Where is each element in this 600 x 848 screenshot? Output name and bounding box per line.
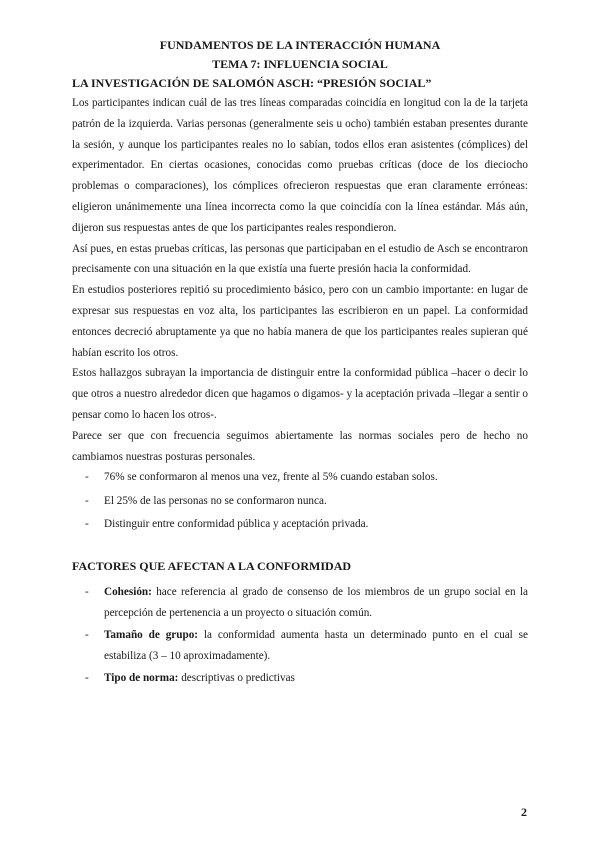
list-item [72,582,528,624]
page-number: 2 [521,805,527,819]
document-page [72,36,528,691]
factor-text: la conformidad aumenta hasta un determinado punto en el cual se estabiliza (3 – 10 aproximadamente). [104,629,528,663]
factor-term: Cohesión: [104,586,152,599]
list-item [72,668,528,689]
list-item: - El 25% de las personas no se conformaron nunca. [72,491,528,512]
factors-list [72,582,528,689]
factor-term: Tipo de norma: [104,672,179,685]
findings-list [72,467,528,534]
list-item: - 76% se conformaron al menos una vez, frente al 5% cuando estaban solos. [72,467,528,488]
topic-title: TEMA 7: INFLUENCIA SOCIAL [212,57,388,71]
section-title-factors: FACTORES QUE AFECTAN A LA CONFORMIDAD [72,559,352,574]
list-item: - Distinguir entre conformidad pública y aceptación privada. [72,514,528,535]
list-item [72,625,528,667]
section-title-asch: LA INVESTIGACIÓN DE SALOMÓN ASCH: “PRESIÓN SOCIAL” [72,76,432,90]
course-title: FUNDAMENTOS DE LA INTERACCIÓN HUMANA [159,38,441,52]
factor-text: descriptivas o predictivas [178,672,295,685]
paragraph-4: Estos hallazgos subrayan la importancia de distinguir entre la conformidad pública –hacer o decir lo que otros a nuestro alrededor dicen que hagamos o digamos- y la aceptación privada –llegar a sentir o pensar como lo hacen los otros-. [72,367,528,421]
paragraph-2: Así pues, en estas pruebas críticas, las personas que participaban en el estudio de Asch se encontraron precisamente con una situación en la que existía una fuerte presión hacia la conformidad. [72,242,528,276]
factor-text: hace referencia al grado de consenso de los miembros de un grupo social en la percepción de pertenencia a un proyecto o situación común. [104,586,528,620]
paragraph-1: Los participantes indican cuál de las tres líneas comparadas coincidía en longitud con la de la tarjeta patrón de la izquierda. Varias personas (generalmente seis u ocho) también estaban presentes durante la sesión, y aunque los participantes reales no lo sabían, todos ellos eran asistentes (cómplices) del experimentador. En ciertas ocasiones, conocidas como pruebas críticas (doce de los dieciocho problemas o comparaciones), los cómplices ofrecieron respuestas que eran claramente erróneas: eligieron unánimemente una línea incorrecta como la que coincidía con la línea estándar. Más aún, dijeron sus respuestas antes de que los participantes reales respondieron. [72,97,528,234]
factor-term: Tamaño de grupo: [104,629,199,642]
paragraph-3: En estudios posteriores repitió su procedimiento básico, pero con un cambio importante: en lugar de expresar sus respuestas en voz alta, los participantes las escribieron en un papel. La conformidad entonces decreció abruptamente ya que no había manera de que los participantes reales supieran qué habían escrito los otros. [72,284,528,359]
paragraph-5: Parece ser que con frecuencia seguimos abiertamente las normas sociales pero de hecho no cambiamos nuestras posturas personales. [72,429,528,463]
